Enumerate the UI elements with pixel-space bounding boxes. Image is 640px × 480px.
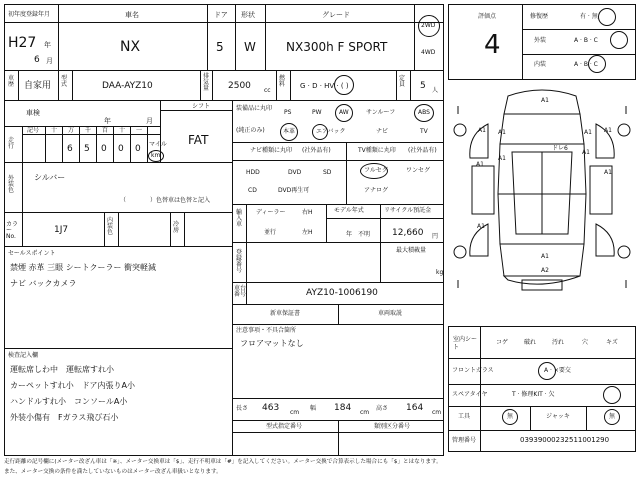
- diagram-a1: A1: [604, 169, 612, 176]
- exterior-grade-options: A · B · C: [574, 37, 598, 44]
- registration-label: 登録番号: [236, 249, 243, 274]
- capacity: 5: [420, 81, 426, 91]
- divider: [18, 70, 19, 100]
- displacement-label: 排気量: [203, 73, 210, 92]
- divider: [58, 4, 59, 70]
- sheet-stain: 汚れ: [552, 339, 565, 346]
- navi-sub: (社外品有): [302, 147, 331, 154]
- tv-sub: (社外品有): [408, 147, 437, 154]
- selling-points-line2: ナビ バックカメラ: [10, 279, 77, 288]
- notes-text: フロアマットなし: [240, 339, 304, 348]
- divider: [522, 29, 636, 30]
- divider: [62, 126, 63, 162]
- divider: [338, 420, 339, 456]
- exterior-grade-label: 外装: [534, 37, 547, 44]
- inspector-note-line: ハンドルすれ小 コンソールA小: [10, 397, 128, 406]
- color-no-label: カラーNo.: [6, 221, 19, 240]
- divider: [4, 22, 444, 23]
- length: 463: [262, 403, 280, 413]
- divider: [232, 142, 444, 143]
- front-glass-label: フロントガラス: [452, 367, 494, 374]
- vehicle-manual: 車両取説: [378, 310, 403, 317]
- chassis-number: AYZ10-1006190: [306, 288, 378, 298]
- divider: [396, 70, 397, 100]
- divider: [170, 212, 171, 246]
- divider: [58, 70, 59, 100]
- navi-label: ナビ種類に丸印: [250, 147, 293, 154]
- divider: [118, 212, 119, 246]
- color-no: 1J7: [54, 225, 69, 235]
- divider: [232, 282, 444, 283]
- equip-abs: ABS: [418, 109, 430, 116]
- diagram-a1: A1: [498, 129, 506, 136]
- mileage-digit: 0: [118, 144, 124, 154]
- insp-month-unit: 月: [146, 117, 153, 125]
- diagram-a1: A1: [584, 129, 592, 136]
- fuel-options: G · D · HV · ( ): [300, 82, 349, 90]
- first-reg-month: 6: [34, 55, 40, 65]
- equip-navi: ナビ: [376, 128, 389, 135]
- diagram-a1: A1: [498, 155, 506, 162]
- no-repair-circle: [598, 8, 616, 26]
- import-right: 右H: [302, 209, 313, 216]
- diagram-a2: A2: [541, 267, 549, 274]
- divider: [232, 398, 444, 399]
- grade: NX300h F SPORT: [286, 40, 388, 54]
- usage: 自家用: [24, 81, 52, 91]
- divider: [184, 212, 185, 246]
- management-number: 03939000232511001290: [520, 436, 610, 444]
- diagram-a1: A1: [582, 149, 590, 156]
- divider: [480, 326, 481, 452]
- divider: [448, 430, 636, 431]
- displacement: 2500: [228, 81, 251, 91]
- footer-line1: 走行距離の記号欄に(メーター改ざん車は「※」、メーター交換車は「$」、走行不明車は「#」を記入してください。メーター交換で合算表示した場合にも「$」とはなります。: [4, 459, 442, 465]
- exterior-label: 外装色: [8, 175, 15, 194]
- class-label: 類別区分番号: [374, 423, 411, 430]
- warranty: 新車保証書: [270, 310, 301, 317]
- recycle-value: 12,660: [392, 228, 424, 238]
- divider: [448, 384, 636, 385]
- width-label: 幅: [310, 405, 317, 412]
- inspector-note-line: 外装小傷有 Fガラス飛び石小: [10, 413, 119, 422]
- divider: [232, 204, 444, 205]
- sheet-scratch: キズ: [606, 339, 618, 346]
- digit-header-5: 十: [119, 127, 126, 134]
- tv-oneseg: ワンセグ: [406, 167, 431, 174]
- front-glass-options: A · ×要交: [544, 367, 571, 374]
- divider: [4, 100, 444, 101]
- divider: [586, 406, 587, 430]
- height-unit: cm: [432, 409, 442, 416]
- divider: [290, 70, 291, 100]
- diagram-a1: A1: [476, 161, 484, 168]
- diagram-a1: A1: [604, 127, 612, 134]
- shape: W: [244, 40, 256, 54]
- equipment-label: 装備品に丸印: [236, 105, 273, 112]
- car-name: NX: [120, 39, 141, 55]
- divider: [22, 134, 160, 135]
- interior-grade-label: 内装: [534, 61, 547, 68]
- tv-label: TV種類に丸印: [358, 147, 396, 154]
- cooling-label: 冷房: [173, 221, 180, 234]
- management-label: 管理番号: [452, 437, 477, 444]
- inspection-label: 車検: [26, 109, 40, 117]
- shift-label: シフト: [192, 103, 211, 110]
- recycle-unit: 円: [432, 233, 439, 240]
- first-reg-year: H27: [8, 35, 37, 51]
- km-unit: km: [151, 152, 161, 159]
- chassis-label: 車台番号: [234, 285, 247, 298]
- grade-label: グレード: [322, 11, 350, 19]
- tools-label: 工具: [458, 413, 471, 420]
- divider: [4, 348, 232, 349]
- divider: [212, 70, 213, 100]
- interior-grade-options: A · B · C: [574, 61, 598, 68]
- diagram-note: ドレ6: [552, 145, 568, 152]
- jack-label: ジャッキ: [546, 413, 570, 420]
- divider: [346, 142, 347, 204]
- divider: [22, 162, 23, 212]
- divider: [79, 126, 80, 162]
- spare-missing-circle: [603, 386, 621, 404]
- selling-points-label: セールスポイント: [8, 250, 56, 257]
- fuel-label: 燃料: [279, 75, 286, 88]
- model-label: 型式: [61, 75, 68, 88]
- divider: [276, 70, 277, 100]
- navi-dvd: DVD: [288, 169, 302, 176]
- exterior-c-circle: [610, 31, 628, 49]
- divider: [113, 126, 114, 162]
- divider: [200, 70, 201, 100]
- exterior-note: （ ）色替車は色替と記入: [120, 197, 211, 204]
- digit-header-3: 千: [85, 127, 92, 134]
- insp-year-unit: 年: [104, 117, 111, 125]
- divider: [338, 304, 339, 324]
- repair-label: 修復歴: [530, 13, 549, 20]
- spare-tire-options: T · 修理KIT · 欠: [512, 391, 555, 398]
- diagram-a1: A1: [477, 223, 485, 230]
- exterior-color: シルバー: [34, 173, 66, 182]
- equip-ps: PS: [284, 109, 292, 116]
- divider: [380, 204, 381, 282]
- equip-leather: 本革: [283, 128, 296, 135]
- divider: [232, 160, 444, 161]
- inspector-notes-label: 検査記入欄: [8, 352, 39, 359]
- kg-unit: kg: [436, 269, 444, 276]
- divider: [265, 4, 266, 70]
- divider: [160, 110, 232, 111]
- sheet-burn: コゲ: [496, 339, 509, 346]
- interior-color-label: 内装色: [107, 217, 114, 236]
- mileage-digit: 6: [67, 144, 73, 154]
- divider: [232, 242, 444, 243]
- divider: [130, 126, 131, 162]
- car-name-label: 車名: [125, 11, 139, 19]
- score: 4: [484, 30, 501, 60]
- repair-options: 有 · 無: [580, 13, 598, 20]
- digit-header-6: 一: [136, 127, 143, 134]
- divider: [448, 358, 636, 359]
- diagram-a1: A1: [541, 253, 549, 260]
- sheet-tear: 破れ: [524, 339, 537, 346]
- door-label: ドア: [214, 11, 228, 19]
- divider: [410, 70, 411, 100]
- year-unit: 年: [44, 41, 51, 49]
- divider: [326, 204, 327, 242]
- equip-sunroof: サンルーフ: [366, 109, 396, 116]
- capacity-unit: 人: [432, 87, 439, 94]
- selling-points-line1: 禁煙 赤革 三眼 シートクーラー 衝突軽減: [10, 263, 157, 272]
- divider: [4, 162, 232, 163]
- import-label: 輸入車: [236, 209, 243, 228]
- recycle-label: リサイクル預託金: [384, 207, 432, 214]
- import-left: 左H: [302, 229, 313, 236]
- divider: [522, 54, 636, 55]
- divider: [45, 126, 46, 162]
- shift: FAT: [188, 133, 209, 147]
- mile-unit: マイル: [149, 141, 167, 148]
- digit-header-4: 百: [102, 127, 109, 134]
- divider: [448, 406, 636, 407]
- mileage-digit: 0: [135, 144, 141, 154]
- equip-aw: AW: [339, 109, 349, 116]
- hv-circle: [334, 75, 354, 95]
- drive-4wd: 4WD: [421, 49, 436, 56]
- divider: [22, 212, 23, 246]
- mileage-label: 走行: [8, 137, 15, 150]
- divider: [104, 212, 105, 246]
- divider: [246, 204, 247, 242]
- max-load-label: 最大積載量: [396, 247, 427, 254]
- length-label: 長さ: [236, 405, 249, 412]
- divider: [232, 324, 444, 325]
- height-label: 高さ: [376, 405, 389, 412]
- tv-fullseg: フルセグ: [364, 167, 388, 174]
- import-dealer: ディーラー: [256, 209, 286, 216]
- divider: [72, 70, 73, 100]
- model-year: 年 不明: [346, 231, 371, 238]
- diagram-a1: A1: [478, 127, 486, 134]
- navi-dvd-play: DVD再生可: [278, 187, 310, 194]
- score-label: 評価点: [478, 13, 497, 20]
- car-damage-diagram: [448, 84, 636, 324]
- equip-tv: TV: [420, 128, 428, 135]
- digit-header-1: 十: [51, 127, 58, 134]
- drive-2wd: 2WD: [421, 22, 436, 29]
- height: 164: [406, 403, 424, 413]
- jack-value: 無: [609, 413, 616, 420]
- inspector-note-line: 運転席しわ中 運転席すれ小: [10, 365, 114, 374]
- divider: [522, 4, 523, 80]
- tools-value: 無: [507, 413, 514, 420]
- width-unit: cm: [360, 409, 370, 416]
- divider: [22, 126, 23, 162]
- capacity-label: 定員: [399, 75, 406, 88]
- vehicle-label: 車歴: [8, 75, 15, 88]
- equip-airbag: エアバック: [316, 128, 346, 135]
- divider: [246, 242, 247, 304]
- equipment-sublabel: (純正のみ): [236, 127, 265, 134]
- divider: [232, 100, 233, 456]
- divider: [235, 4, 236, 70]
- diagram-a1: A1: [541, 97, 549, 104]
- first-reg-label: 初年度登録年月: [8, 11, 51, 18]
- mileage-digit: 0: [101, 144, 107, 154]
- import-parallel: 並行: [264, 229, 277, 236]
- cc-unit: cc: [264, 87, 271, 94]
- sheet-hole: 穴: [582, 339, 589, 346]
- model-year-label: モデル年式: [334, 207, 364, 214]
- mileage-digit: 5: [84, 144, 90, 154]
- digit-header-2: 万: [68, 127, 75, 134]
- interior-sheet-label: 室内シート: [453, 336, 478, 352]
- divider: [326, 218, 444, 219]
- divider: [232, 432, 444, 433]
- equip-pw: PW: [312, 109, 322, 116]
- type-label: 型式指定番号: [266, 423, 303, 430]
- model: DAA-AYZ10: [102, 81, 153, 91]
- inspector-note-line: カーペットすれ小 ドア内張りA小: [10, 381, 135, 390]
- month-unit: 月: [46, 57, 53, 65]
- interior-b-circle: [588, 55, 606, 73]
- divider: [530, 406, 531, 430]
- tv-analog: アナログ: [364, 187, 389, 194]
- width: 184: [334, 403, 352, 413]
- divider: [4, 246, 232, 247]
- spare-tire-label: スペアタイヤ: [452, 391, 488, 398]
- navi-cd: CD: [248, 187, 257, 194]
- divider: [414, 4, 415, 70]
- footer-line2: また、メーター交換の条件を満たしていないものはメーター改ざん車扱いとなります。: [4, 469, 222, 475]
- length-unit: cm: [290, 409, 300, 416]
- navi-sd: SD: [323, 169, 332, 176]
- navi-hdd: HDD: [246, 169, 260, 176]
- shape-label: 形状: [241, 11, 255, 19]
- divider: [96, 126, 97, 162]
- doors: 5: [216, 40, 224, 54]
- divider: [207, 4, 208, 70]
- digit-header-0: 記号: [27, 127, 40, 134]
- divider: [4, 70, 444, 71]
- notes-label: 注意事項・不具合箇所: [236, 327, 297, 334]
